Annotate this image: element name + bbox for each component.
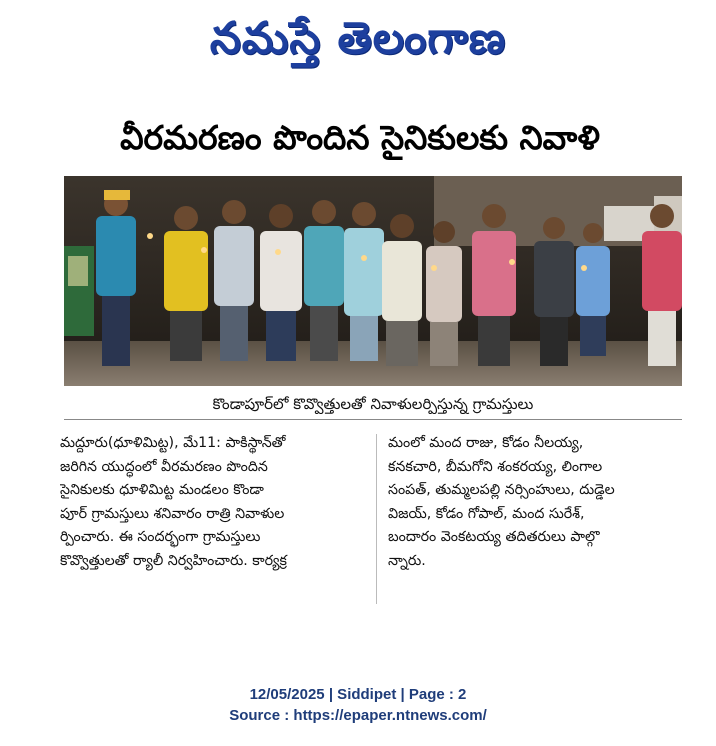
article-line: జరిగిన యుద్ధంలో వీరమరణం పొందిన <box>60 458 268 475</box>
crowd-photo-illustration <box>64 176 682 386</box>
photo-caption: కొండాపూర్‌లో కొవ్వొత్తులతో నివాళులర్పిస్తున్న గ్రామస్తులు <box>64 389 682 420</box>
article-line: సైనికులకు ధూళిమిట్ట మండలం కొండా <box>60 482 264 499</box>
article-column-left <box>60 432 366 574</box>
article-line: విజయ్, కోడం గోపాల్, మంద సురేశ్, <box>388 505 585 522</box>
column-divider <box>376 434 377 604</box>
article-line: న్నారు. <box>388 552 426 569</box>
newspaper-masthead: నమస్తే తెలంగాణ <box>209 13 507 64</box>
article-headline: వీరమరణం పొందిన సైనికులకు నివాళి <box>120 118 600 157</box>
footer-date-edition-page: 12/05/2025 | Siddipet | Page : 2 <box>249 686 467 703</box>
article-line: పూర్ గ్రామస్తులు శనివారం రాత్రి నివాళుల <box>60 505 285 522</box>
article-line: కొవ్వొత్తులతో ర్యాలీ నిర్వహించారు. కార్యక్ర <box>60 552 287 569</box>
footer-source-link[interactable]: Source : https://epaper.ntnews.com/ <box>229 707 487 724</box>
article-line: సంపత్, తుమ్మలపల్లి నర్సింహులు, దుడ్డెల <box>388 482 615 499</box>
article-line: ర్పించారు. ఈ సందర్భంగా గ్రామస్తులు <box>60 529 261 546</box>
article-column-right <box>388 432 690 574</box>
article-line: బందారం వెంకటయ్య తదితరులు పాల్గొ <box>388 529 600 546</box>
article-line: మద్దూరు(ధూళిమిట్ట), మే11: పాకిస్థాన్‌తో <box>60 435 286 451</box>
article-line: కనకచారి, బీమగోని శంకరయ్య, లింగాల <box>388 458 603 475</box>
article-line: మంలో మంద రాజు, కోడం నీలయ్య, <box>388 435 584 451</box>
news-photo <box>64 176 682 386</box>
